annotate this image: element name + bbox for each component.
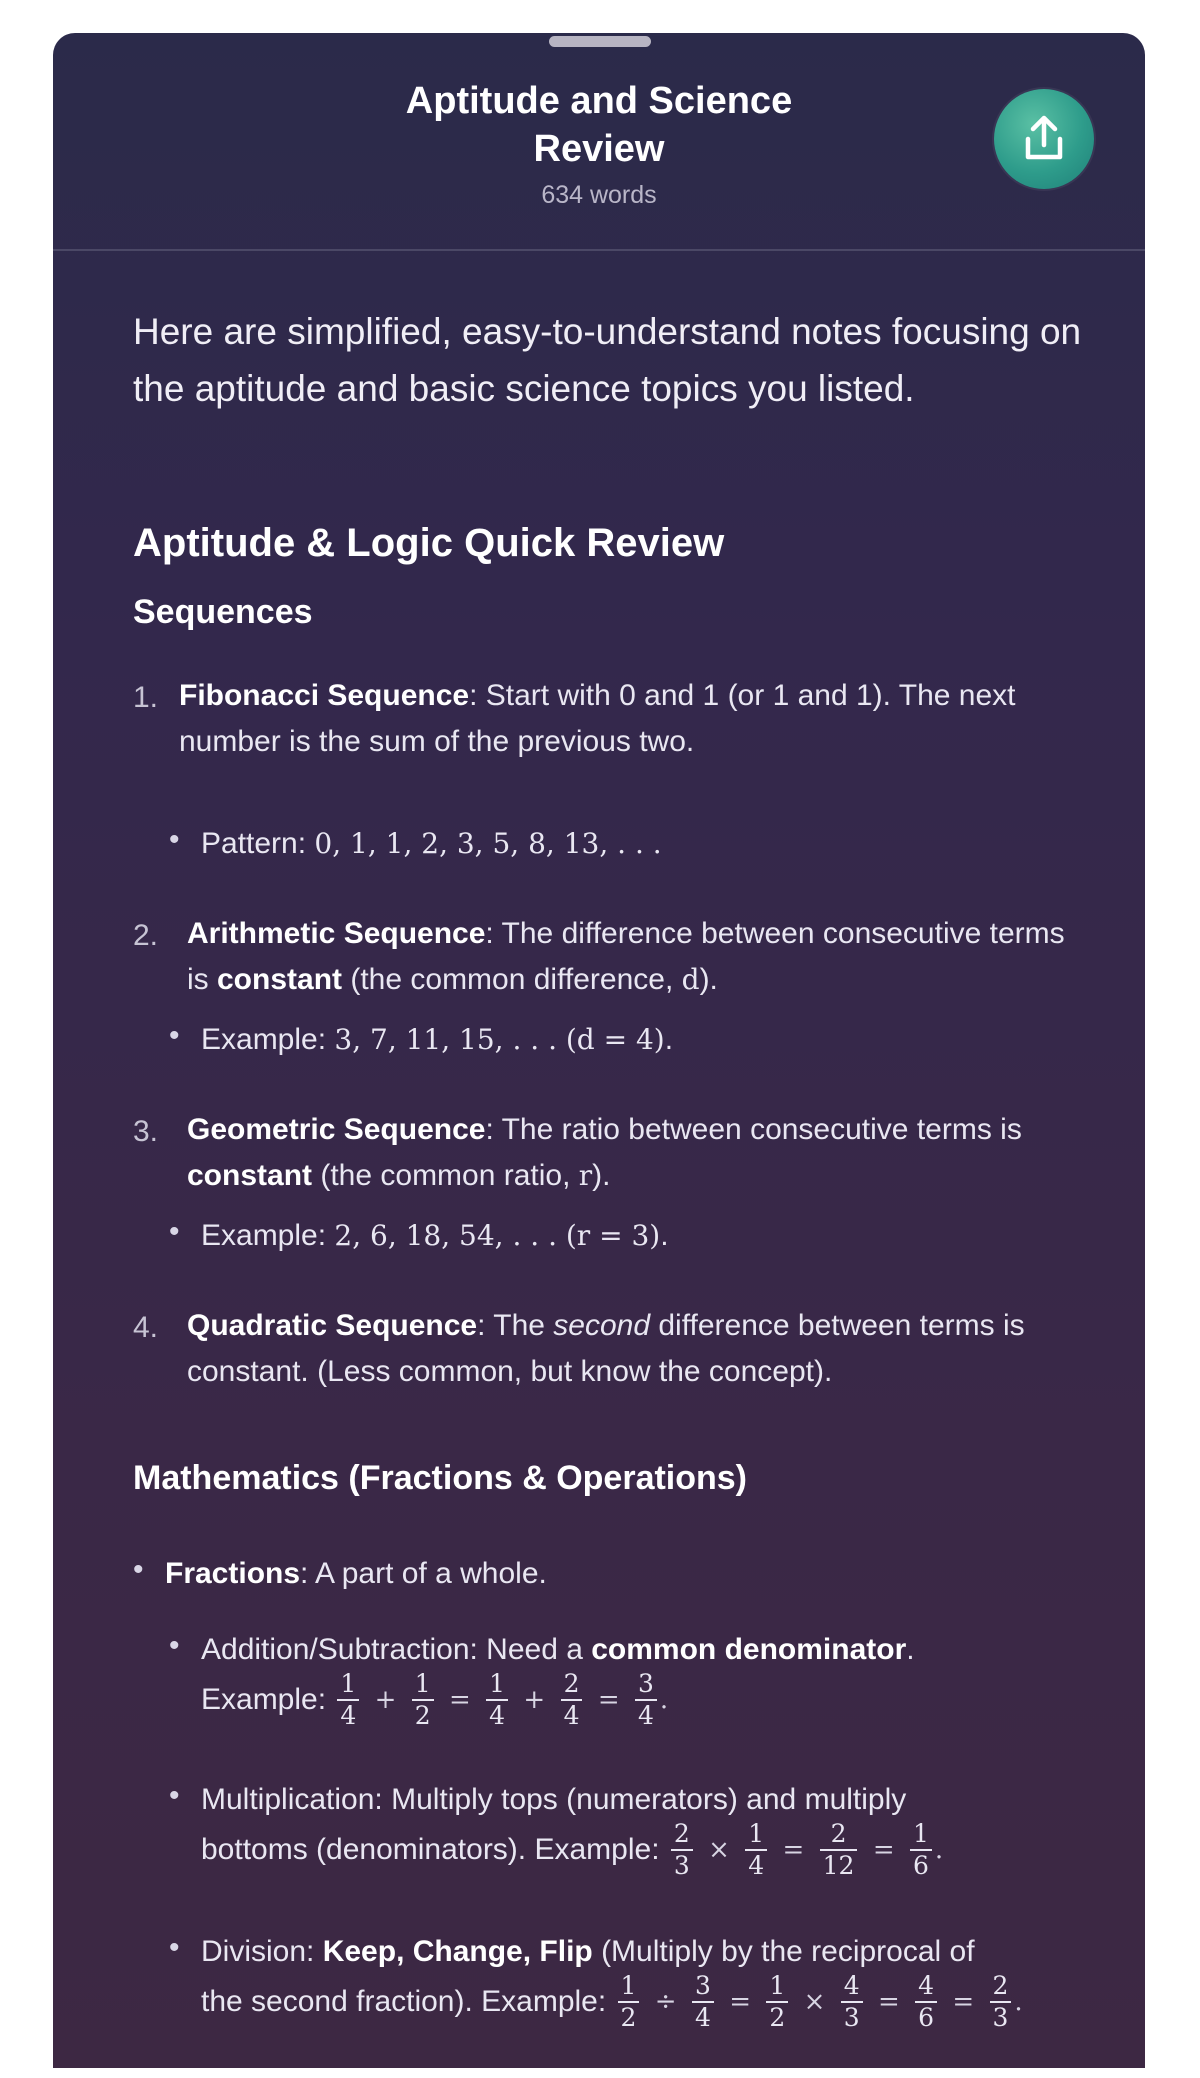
fraction [841, 1971, 863, 2033]
fraction [671, 1819, 693, 1881]
denominator: 4 [637, 1701, 654, 1730]
period: . [1014, 1987, 1023, 2017]
term-geometric: Geometric Sequence [187, 1113, 486, 1146]
text-arithmetic-a: : The difference between consecutive terms is [187, 917, 1065, 996]
document-sheet [53, 33, 1145, 2068]
denominator: 2 [620, 2003, 637, 2032]
denominator: 3 [843, 2003, 860, 2032]
list-number: 3. [133, 1115, 159, 1148]
example-end: . [664, 1023, 674, 1056]
division-example [201, 1971, 1023, 2033]
bullet-dot: • [169, 1931, 180, 1964]
denominator: 3 [992, 2003, 1009, 2032]
section-heading-aptitude: Aptitude & Logic Quick Review [133, 521, 725, 565]
example-math: 2, 6, 18, 54, . . . (r = 3) [334, 1219, 661, 1252]
operator: = [877, 1987, 900, 2017]
subheading-sequences: Sequences [133, 593, 313, 631]
division-rest: (Multiply by the reciprocal of [592, 1935, 975, 1968]
denominator: 2 [414, 1701, 431, 1730]
division-line-2: the second fraction). Example: [201, 1985, 615, 2018]
numerator: 2 [990, 1971, 1012, 2003]
word-count: 634 words [541, 181, 657, 209]
fraction [337, 1669, 359, 1731]
period: . [659, 1685, 669, 1715]
operator: + [523, 1685, 546, 1715]
text-fractions: : A part of a whole. [300, 1557, 547, 1590]
text-geometric-b: (the common ratio, [312, 1159, 579, 1192]
fraction [618, 1971, 640, 2033]
addition-label: Addition/Subtraction: Need a [201, 1633, 592, 1666]
fraction [561, 1669, 583, 1731]
example-label: Example: [201, 1683, 335, 1716]
numerator: 3 [692, 1971, 714, 2003]
text-arithmetic-b: (the common difference, [342, 963, 682, 996]
bullet-dot: • [133, 1553, 144, 1586]
share-button[interactable] [994, 89, 1094, 189]
list-item-pattern [201, 821, 662, 867]
operator: ÷ [654, 1987, 677, 2017]
operator: × [708, 1835, 730, 1865]
strong-constant: constant [187, 1159, 313, 1192]
fraction [766, 1971, 788, 2033]
operator: = [782, 1835, 805, 1865]
fraction [412, 1669, 434, 1731]
numerator: 2 [561, 1669, 583, 1701]
bullet-dot: • [169, 1629, 180, 1662]
fraction [820, 1819, 858, 1881]
list-item-quadratic [187, 1303, 1067, 1395]
term-fractions: Fractions [165, 1557, 301, 1590]
document-title [299, 77, 899, 173]
term-arithmetic: Arithmetic Sequence [187, 917, 486, 950]
multiplication-line-2: bottoms (denominators). Example: [201, 1833, 668, 1866]
fraction [745, 1819, 767, 1881]
pattern-math: 0, 1, 1, 2, 3, 5, 8, 13, . . . [314, 827, 662, 860]
section-heading-mathematics: Mathematics (Fractions & Operations) [133, 1459, 748, 1497]
operator: = [952, 1987, 975, 2017]
period: . [934, 1835, 944, 1865]
fraction [910, 1819, 932, 1881]
list-item-multiplication: Multiplication: Multiply tops (numerators) and multiply [201, 1783, 907, 1816]
fraction [990, 1971, 1012, 2033]
share-icon [1020, 113, 1068, 163]
addition-end: . [906, 1633, 915, 1666]
bullet-dot: • [169, 1215, 180, 1248]
example-end: . [660, 1219, 669, 1252]
numerator: 1 [486, 1669, 508, 1701]
operator: = [597, 1685, 620, 1715]
denominator: 3 [673, 1851, 690, 1880]
var-d: d [681, 963, 700, 996]
header [53, 33, 1145, 251]
numerator: 4 [915, 1971, 937, 2003]
example-label: Example: [201, 1023, 335, 1056]
list-item-fibonacci [179, 673, 1099, 765]
bullet-dot: • [169, 823, 180, 856]
numerator: 1 [766, 1971, 788, 2003]
bullet-dot: • [169, 1019, 180, 1052]
example-math: 3, 7, 11, 15, . . . (d = 4) [334, 1023, 665, 1056]
fraction [692, 1971, 714, 2033]
denominator: 4 [748, 1851, 765, 1880]
division-label: Division: [201, 1935, 323, 1968]
strong-common-denominator: common denominator [591, 1633, 907, 1666]
intro-paragraph: Here are simplified, easy-to-understand notes focusing on the aptitude and basic science topics you listed. [133, 311, 1082, 409]
numerator: 1 [745, 1819, 767, 1851]
multiplication-example [201, 1819, 943, 1881]
list-item-geometric [187, 1107, 1067, 1199]
operator: = [729, 1987, 751, 2017]
text-quadratic-b: difference between terms is constant. (Less common, but know the concept). [187, 1309, 1025, 1388]
numerator: 1 [337, 1669, 359, 1701]
text-quadratic-a: : The [477, 1309, 554, 1342]
bullet-dot: • [169, 1779, 180, 1812]
denominator: 6 [918, 2003, 935, 2032]
denominator: 4 [563, 1701, 580, 1730]
list-item-arithmetic [187, 911, 1067, 1003]
denominator: 4 [489, 1701, 506, 1730]
numerator: 1 [910, 1819, 932, 1851]
strong-keep-change-flip: Keep, Change, Flip [322, 1935, 593, 1968]
list-item-arithmetic-example [201, 1017, 673, 1063]
denominator: 2 [769, 2003, 786, 2032]
fraction [486, 1669, 508, 1731]
denominator: 6 [912, 1851, 929, 1880]
denominator: 4 [340, 1701, 357, 1730]
list-number: 2. [133, 919, 159, 952]
term-quadratic: Quadratic Sequence [187, 1309, 478, 1342]
term-fibonacci: Fibonacci Sequence [179, 679, 470, 712]
list-number: 4. [133, 1311, 159, 1344]
text-arithmetic-c: ). [699, 963, 718, 996]
operator: × [803, 1987, 826, 2017]
operator: = [872, 1835, 895, 1865]
list-item-addition [201, 1627, 915, 1673]
numerator: 1 [412, 1669, 434, 1701]
list-number: 1. [133, 681, 159, 714]
addition-example [201, 1669, 668, 1731]
text-fibonacci: : Start with 0 and 1 (or 1 and 1). The next number is the sum of the previous two. [179, 679, 1016, 758]
denominator: 12 [822, 1851, 855, 1880]
list-item-geometric-example [201, 1213, 669, 1259]
document-body [133, 303, 1083, 417]
list-item-division [201, 1929, 975, 1975]
denominator: 4 [694, 2003, 711, 2032]
fraction [635, 1669, 657, 1731]
var-r: r [578, 1159, 593, 1192]
title-line-1: Aptitude and Science [405, 80, 793, 122]
operator: + [374, 1685, 397, 1715]
numerator: 4 [841, 1971, 863, 2003]
example-label: Example: [201, 1219, 335, 1252]
text-geometric-c: ). [592, 1159, 611, 1192]
em-second: second [553, 1309, 651, 1342]
title-line-2: Review [533, 128, 665, 170]
text-geometric-a: : The ratio between consecutive terms is [485, 1113, 1022, 1146]
list-item-fractions [165, 1551, 547, 1597]
pattern-label: Pattern: [201, 827, 315, 860]
strong-constant: constant [217, 963, 343, 996]
numerator: 2 [820, 1819, 858, 1851]
operator: = [449, 1685, 471, 1715]
numerator: 2 [671, 1819, 693, 1851]
fraction [915, 1971, 937, 2033]
numerator: 1 [618, 1971, 640, 2003]
numerator: 3 [635, 1669, 657, 1701]
